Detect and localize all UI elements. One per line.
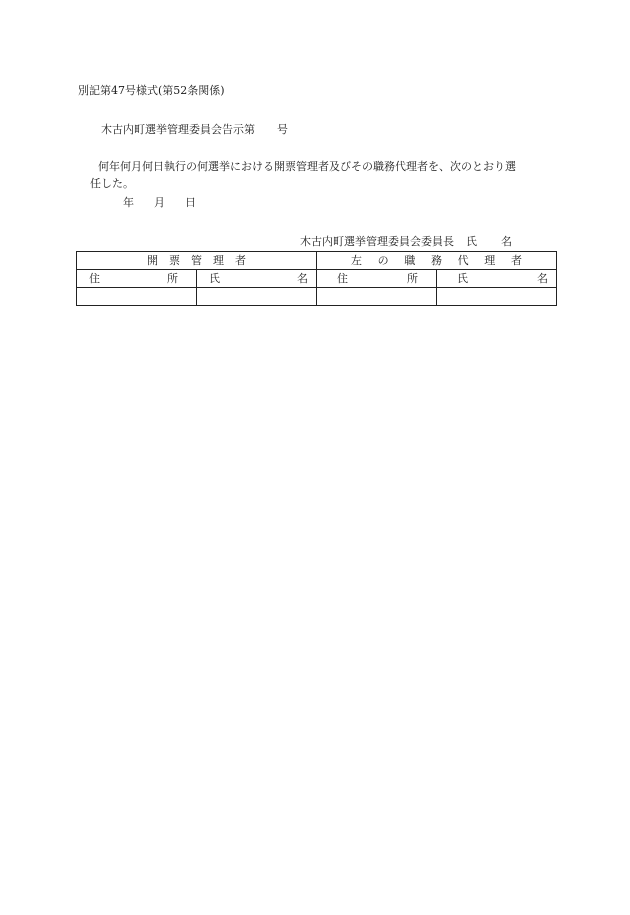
entry-address-right [317, 288, 437, 306]
form-reference: 別記第47号様式(第52条関係) [78, 84, 225, 97]
date-line [123, 196, 196, 210]
table-subheader-row [77, 270, 557, 288]
entry-address-left [77, 288, 197, 306]
subheader-name-left: 氏 名 [197, 270, 317, 288]
signature-title: 木古内町選挙管理委員会委員長 [300, 235, 454, 248]
date-month: 月 [154, 196, 165, 209]
body-text-line-2: 任した。 [90, 177, 134, 190]
date-year: 年 [123, 196, 134, 209]
table-entry-row [77, 288, 557, 306]
body-text-line-1: 何年何月何日執行の何選挙における開票管理者及びその職務代理者を、次のとおり選 [98, 160, 516, 173]
date-day: 日 [185, 196, 196, 209]
subheader-name-right: 氏 名 [437, 270, 557, 288]
signature-name-char-2: 名 [501, 235, 512, 248]
header-deputy: 左 の 職 務 代 理 者 [317, 252, 557, 270]
appointment-table [76, 251, 557, 306]
entry-name-right [437, 288, 557, 306]
header-counting-manager: 開 票 管 理 者 [77, 252, 317, 270]
signature-line [300, 235, 512, 249]
signature-name-char-1: 氏 [466, 235, 477, 248]
table-header-row [77, 252, 557, 270]
entry-name-left [197, 288, 317, 306]
subheader-address-right: 住 所 [317, 270, 437, 288]
subheader-address-left: 住 所 [77, 270, 197, 288]
notice-number: 木古内町選挙管理委員会告示第 号 [101, 123, 288, 136]
